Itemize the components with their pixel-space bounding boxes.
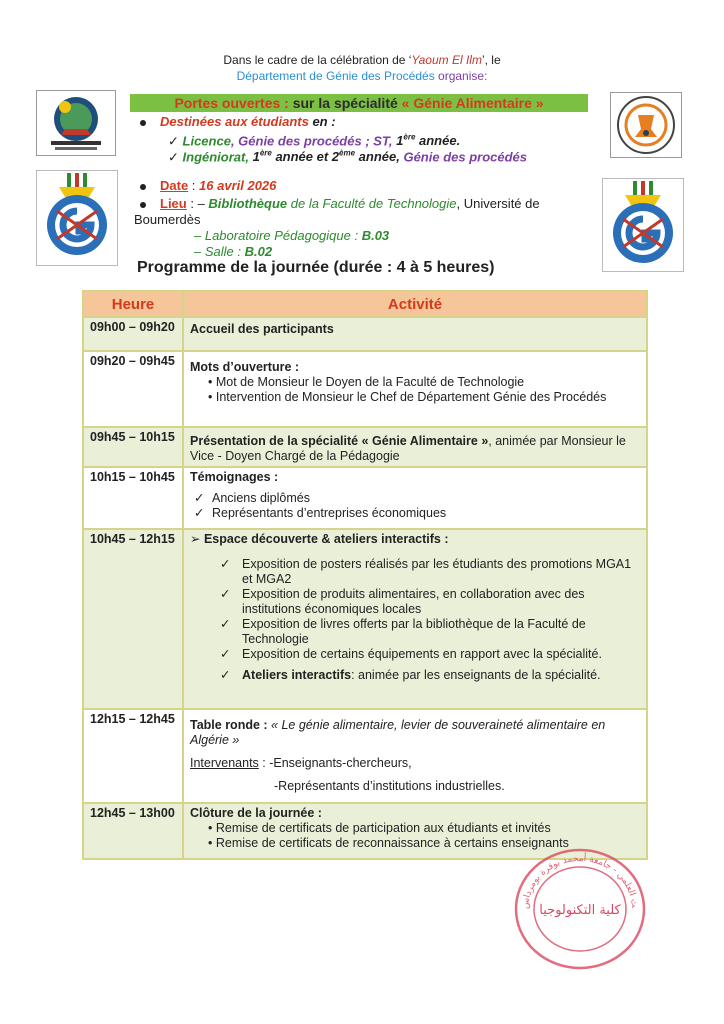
intro-line-2: Département de Génie des Procédés organise:	[236, 69, 488, 83]
bullet-icon	[140, 202, 146, 208]
yaoum-el-ilm: Yaoum El Ilm	[411, 53, 482, 67]
lieu-city: Boumerdès	[134, 212, 201, 227]
svg-text:كلية التكنولوجيا: كلية التكنولوجيا	[539, 903, 621, 918]
bullet-icon	[140, 184, 146, 190]
col-activite: Activité	[183, 291, 647, 317]
salle-line: – Salle : B.02	[194, 244, 273, 259]
stamp-seal-icon	[512, 846, 648, 972]
department-emblem-icon	[611, 93, 681, 157]
table-row: 12h45 – 13h00 Clôture de la journée : • Remise de certificats de participation aux étudiants et invités • Remise de certificats de reconnaissance à certains enseignants	[83, 803, 647, 859]
table-row: 12h15 – 12h45 Table ronde : « Le génie alimentaire, levier de souveraineté alimentaire en Algérie » Intervenants : -Enseignants-chercheurs, -Représentants d’institutions industrielles.	[83, 709, 647, 803]
schedule-table	[82, 290, 648, 860]
faculty-stamp	[512, 846, 648, 972]
club-logo-right	[602, 178, 684, 272]
labo-line: – Laboratoire Pédagogique : B.03	[194, 228, 390, 243]
bullet-icon	[140, 120, 146, 126]
table-row: 10h45 – 12h15 ➢ Espace découverte & ateliers interactifs : ✓ Exposition de posters réalisés par les étudiants des promotions MGA1 et MGA2 ✓ Exposition de produits alimentaires, en collaboration avec des institutions économiques locales ✓ Exposition de livres offerts par la bibliothèque de la Faculté de Technologie ✓ Exposition de certains équipements en rapport avec la spécialité. ✓ Ateliers interactifs: animée par les enseignants de la spécialité.	[83, 529, 647, 709]
intro-line-1: Dans le cadre de la célébration de ‘Yaoum El Ilm’, le	[223, 53, 501, 67]
checkmark-icon: ✓	[168, 133, 183, 149]
audience-licence: ✓ Licence, Génie des procédés ; ST, 1ère année.	[168, 133, 461, 149]
open-days-banner: Portes ouvertes : sur la spécialité « Génie Alimentaire »	[130, 94, 588, 112]
table-row: 09h45 – 10h15 Présentation de la spécialité « Génie Alimentaire », animée par Monsieur le Vice - Doyen Chargé de la Pédagogie	[83, 427, 647, 467]
department-logo	[610, 92, 682, 158]
checkmark-icon: ✓	[220, 668, 231, 682]
programme-title: Programme de la journée (durée : 4 à 5 heures)	[137, 259, 495, 276]
checkmark-icon: ✓	[220, 557, 231, 571]
club-g-emblem-icon	[603, 179, 683, 271]
date-line: Date : 16 avril 2026	[140, 178, 276, 194]
table-row: 09h00 – 09h20 Accueil des participants	[83, 317, 647, 351]
svg-text:وزارة التعليم العالي والبحث ال: ث العلمي - جامعة أمحمد بوقرة بومرداس	[520, 853, 640, 910]
checkmark-icon: ✓	[220, 617, 231, 631]
checkmark-icon: ✓	[220, 647, 231, 661]
checkmark-icon: ✓	[194, 491, 205, 505]
col-heure: Heure	[83, 291, 183, 317]
lieu-line: Lieu : – Bibliothèque de la Faculté de Technologie, Université de	[140, 196, 600, 212]
club-logo-left	[36, 170, 118, 266]
audience-line: Destinées aux étudiants en :	[140, 114, 336, 130]
table-row: 10h15 – 10h45 Témoignages : ✓ Anciens diplômés ✓ Représentants d’entreprises économiques	[83, 467, 647, 529]
university-emblem-icon	[37, 91, 115, 155]
arrow-icon: ➢	[190, 532, 204, 546]
table-header-row	[83, 291, 647, 317]
university-logo	[36, 90, 116, 156]
checkmark-icon: ✓	[220, 587, 231, 601]
audience-ingeniorat: ✓ Ingéniorat, 1ère année et 2ème année, Génie des procédés	[168, 149, 528, 165]
checkmark-icon: ✓	[194, 506, 205, 520]
club-g-emblem-icon	[37, 171, 117, 265]
checkmark-icon: ✓	[168, 149, 183, 165]
table-row: 09h20 – 09h45 Mots d’ouverture : • Mot de Monsieur le Doyen de la Faculté de Technologie • Intervention de Monsieur le Chef de Département Génie des Procédés	[83, 351, 647, 427]
